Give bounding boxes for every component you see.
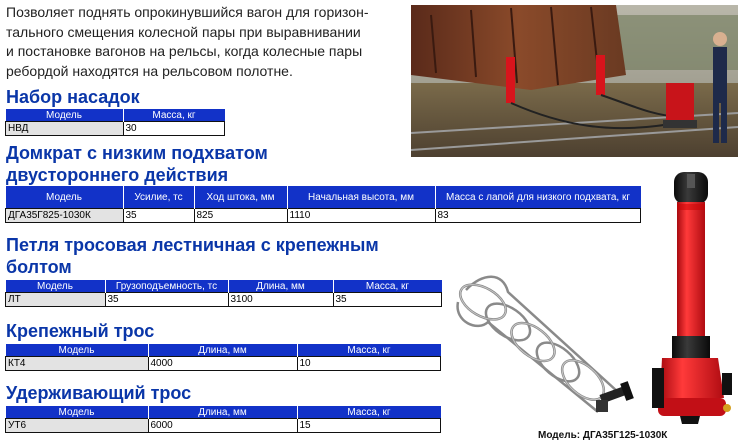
section-title-line: Набор насадок [6,87,140,107]
intro-line: и постановке вагонов на рельсы, когда колесные пары [6,43,363,59]
table-cell: 35 [105,293,228,307]
cable-ladder-icon [448,262,648,417]
column-header: Масса, кг [123,109,225,122]
spec-table-fastening-cable [5,344,441,371]
column-header: Ход штока, мм [194,186,287,209]
column-header: Модель [6,344,149,357]
table-cell: 35 [333,293,442,307]
column-header: Длина, мм [228,280,333,293]
table-cell: 35 [123,209,194,223]
table-cell: КТ4 [6,357,149,371]
spec-table-nozzle-set [5,109,225,136]
section-title-line: болтом [6,257,72,277]
section-title-jack [6,142,268,186]
spec-table-jack [5,186,641,223]
intro-line: Позволяет поднять опрокинувшийся вагон для горизон- [6,4,369,20]
column-header: Модель [6,109,124,122]
table-cell: 4000 [148,357,297,371]
section-title-line: Удерживающий трос [6,383,192,403]
spec-table-cable-ladder [5,280,442,307]
column-header: Усилие, тс [123,186,194,209]
pump-station-icon [666,83,694,123]
table-header-row [6,406,441,419]
column-header: Модель [6,406,149,419]
column-header: Длина, мм [148,344,297,357]
table-cell: 6000 [148,419,297,433]
table-cell: 3100 [228,293,333,307]
table-cell: 15 [297,419,441,433]
section-title-cable-ladder [6,234,379,278]
section-title-holding-cable [6,382,191,404]
table-cell: 825 [194,209,287,223]
spec-table-holding-cable [5,406,441,433]
railcar-scene [411,5,738,157]
table-row [6,293,442,307]
table-cell: НВД [6,122,124,136]
table-header-row [6,109,225,122]
section-title-nozzle-set [6,86,140,108]
column-header: Масса, кг [297,406,441,419]
column-header: Масса, кг [297,344,441,357]
table-header-row [6,344,441,357]
column-header: Масса, кг [333,280,442,293]
worker-figure [713,47,727,103]
table-header-row [6,280,442,293]
intro-line: тального смещения колесной пары при выравнивании [6,23,361,40]
column-header: Модель [6,280,106,293]
section-title-line: Крепежный трос [6,321,155,341]
jack-right-icon [596,55,605,95]
table-row [6,357,441,371]
column-header: Длина, мм [148,406,297,419]
jack-model-caption: Модель: ДГА35Г125-1030К [538,430,668,441]
column-header: Масса с лапой для низкого подхвата, кг [435,186,641,209]
section-title-fastening-cable [6,320,154,342]
table-cell: 30 [123,122,225,136]
table-row [6,209,641,223]
section-title-line: Петля тросовая лестничная с крепежным [6,235,379,255]
column-header: Грузоподъемность, тс [105,280,228,293]
table-cell: ЛТ [6,293,106,307]
table-cell: УТ6 [6,419,149,433]
table-cell: 1110 [287,209,435,223]
table-cell: 83 [435,209,641,223]
table-cell: ДГА35Г825-1030К [6,209,124,223]
column-header: Начальная высота, мм [287,186,435,209]
table-cell: 10 [297,357,441,371]
section-title-line: Домкрат с низким подхватом [6,143,268,163]
railcar-lifting-photo [411,5,738,157]
section-title-line: двустороннего действия [6,165,229,185]
column-header: Модель [6,186,124,209]
hydraulic-jack-icon [650,168,740,426]
table-row [6,419,441,433]
intro-text [6,3,406,81]
table-row [6,122,225,136]
intro-line: ребордой находятся на рельсовом полотне. [6,62,293,79]
table-header-row [6,186,641,209]
jack-left-icon [506,57,515,103]
